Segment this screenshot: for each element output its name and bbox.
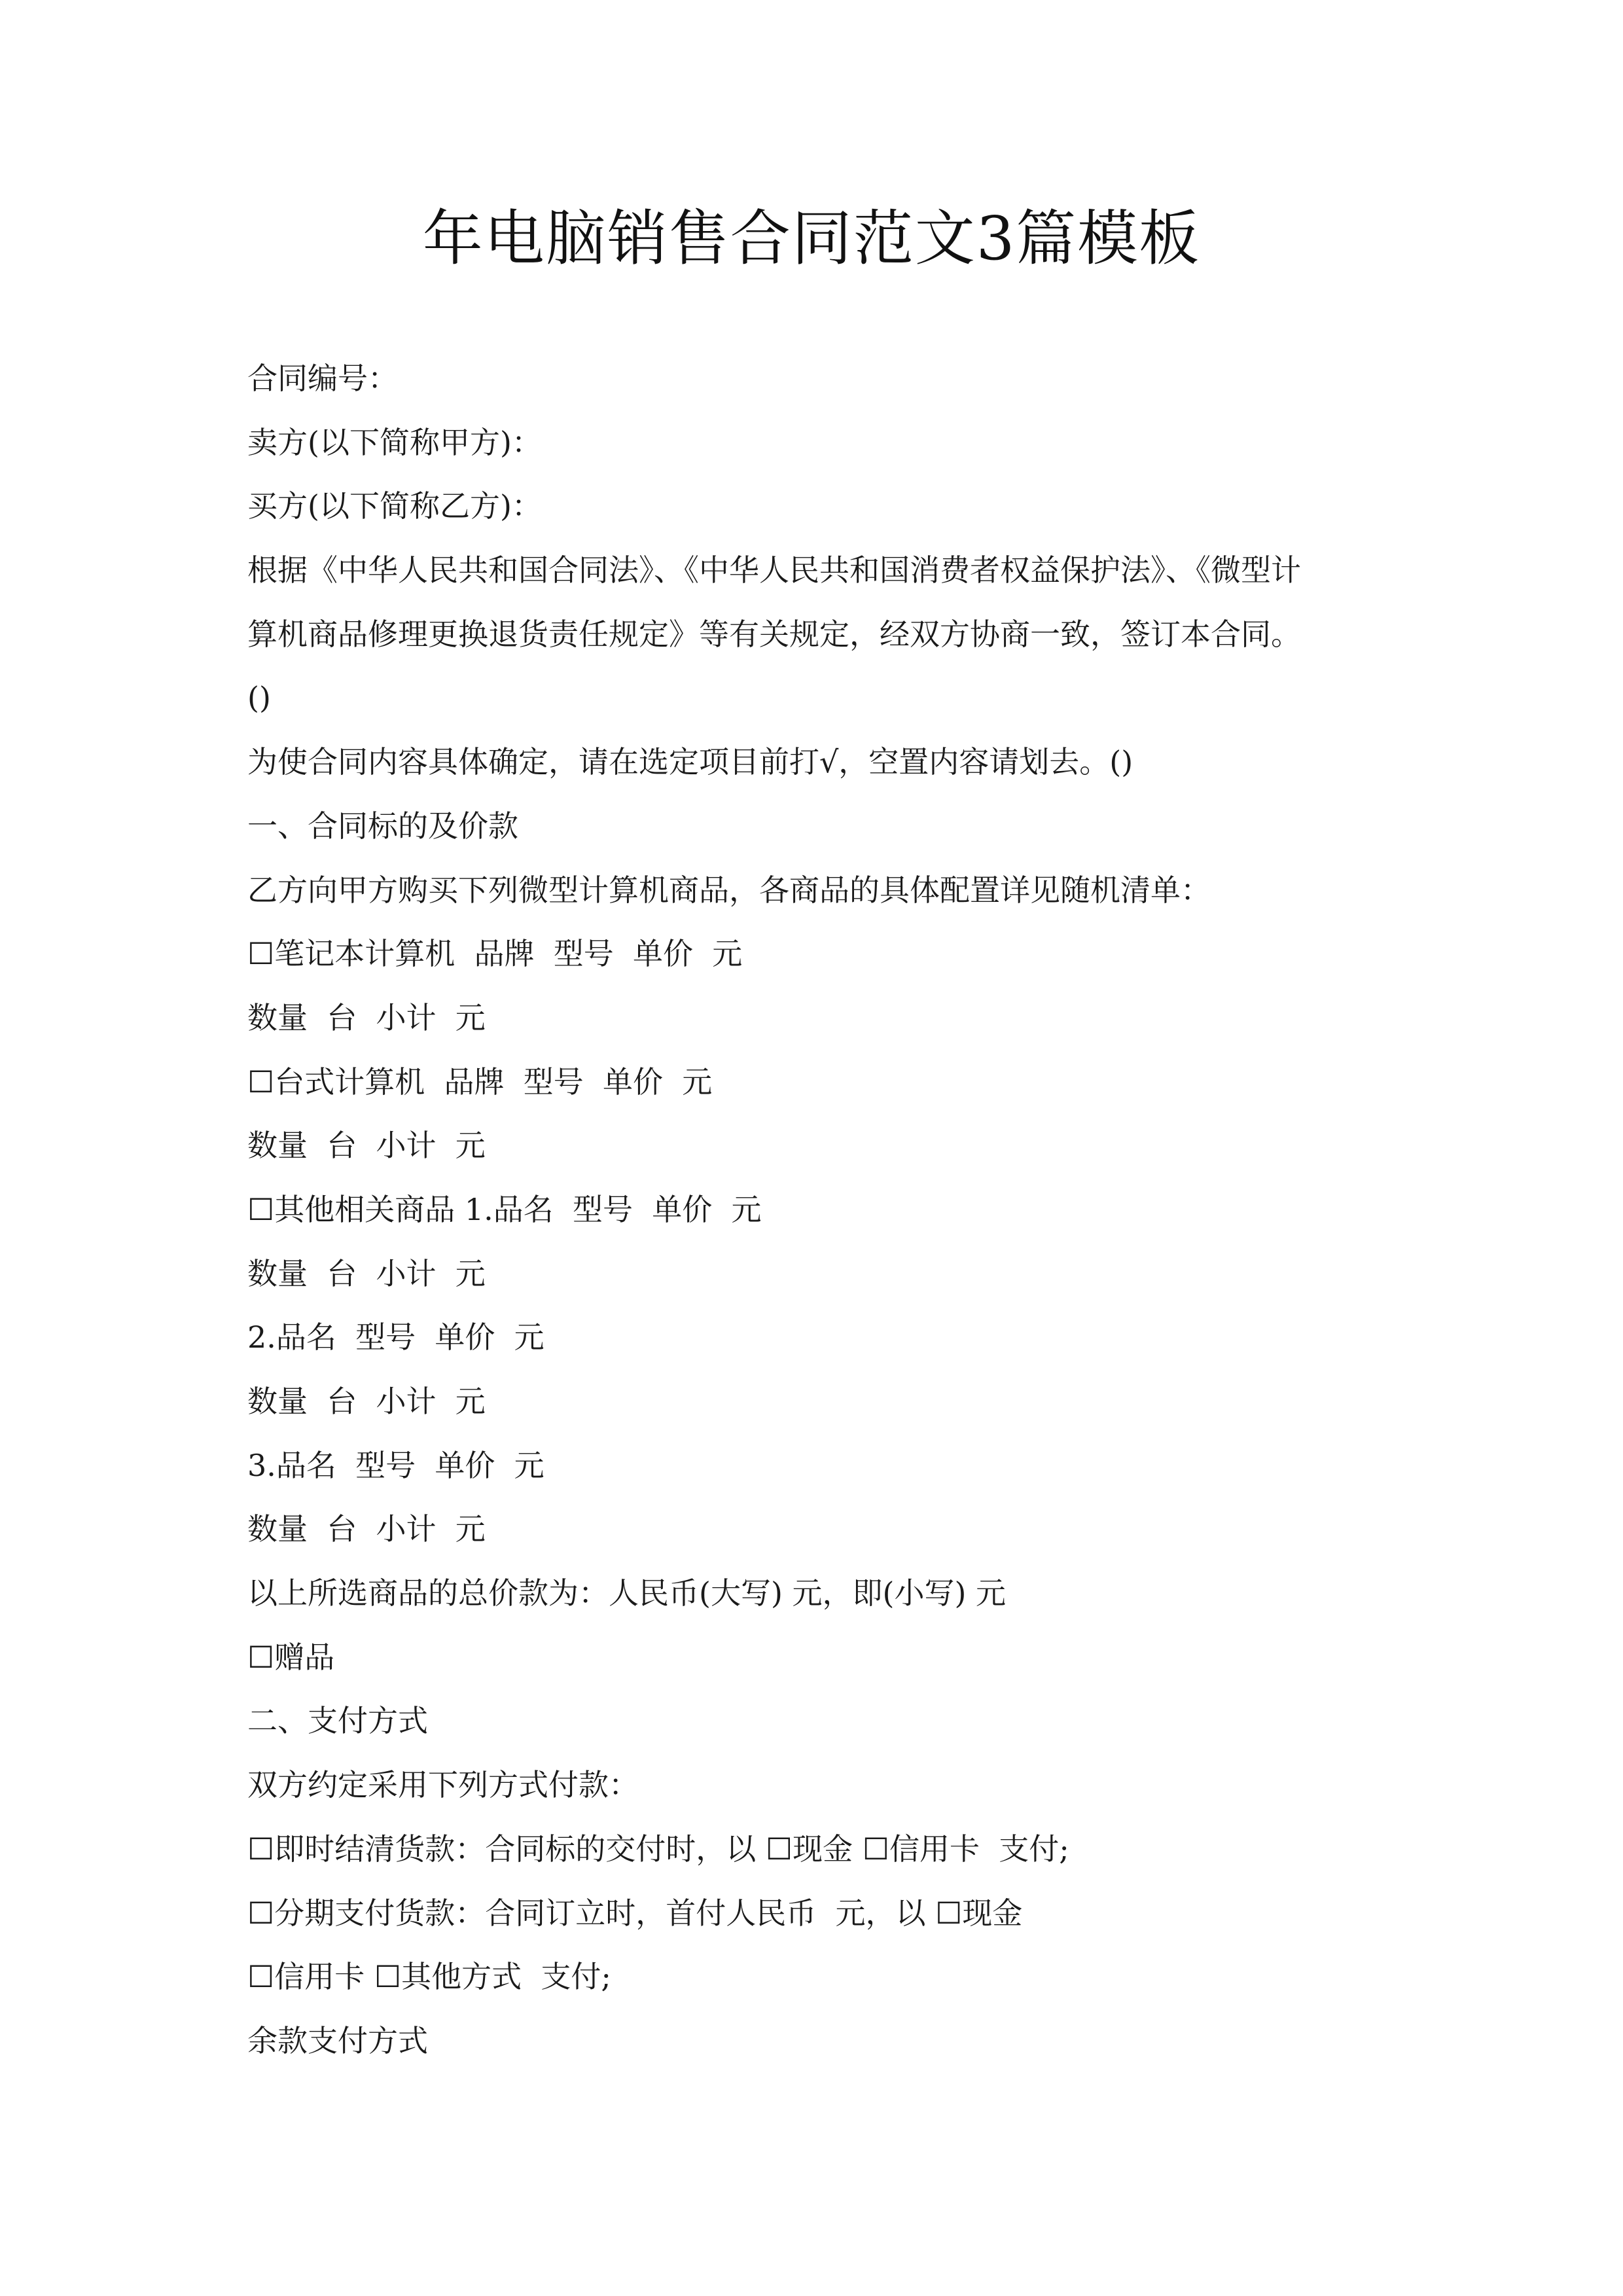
text-line: ☐其他相关商品 1.品名 型号 单价 元 — [247, 1191, 762, 1227]
text-line: 3.品名 型号 单价 元 — [247, 1447, 544, 1483]
text-line: 数量 台 小计 元 — [247, 1511, 486, 1547]
text-line: 乙方向甲方购买下列微型计算机商品，各商品的具体配置详见随机清单： — [247, 872, 1211, 908]
text-line: 买方(以下简称乙方)： — [247, 488, 542, 524]
document-body — [247, 347, 1425, 2073]
text-line: () — [247, 680, 271, 716]
text-line: ☐笔记本计算机 品牌 型号 单价 元 — [247, 936, 743, 972]
text-line: ☐即时结清货款：合同标的交付时，以 ☐现金 ☐信用卡 支付; — [247, 1831, 1069, 1867]
text-line: 数量 台 小计 元 — [247, 1384, 486, 1419]
text-line: 二、支付方式 — [247, 1703, 428, 1739]
text-line: ☐赠品 — [247, 1639, 335, 1675]
text-line: 以上所选商品的总价款为：人民币(大写) 元，即(小写) 元 — [247, 1575, 1007, 1611]
text-line: ☐分期支付货款：合同订立时，首付人民币 元，以 ☐现金 — [247, 1895, 1023, 1931]
text-line: 数量 台 小计 元 — [247, 1128, 486, 1164]
text-line: 卖方(以下简称甲方)： — [247, 424, 542, 460]
text-line: 数量 台 小计 元 — [247, 1255, 486, 1291]
text-line: 根据《中华人民共和国合同法》、《中华人民共和国消费者权益保护法》、《微型计 — [247, 552, 1301, 588]
text-line: 合同编号： — [247, 361, 398, 396]
text-line: 算机商品修理更换退货责任规定》等有关规定，经双方协商一致，签订本合同。 — [247, 616, 1301, 652]
text-line: ☐信用卡 ☐其他方式 支付; — [247, 1959, 611, 1995]
document-title: 年电脑销售合同范文3篇模板 — [422, 204, 1201, 274]
text-line: 为使合同内容具体确定，请在选定项目前打√，空置内容请划去。() — [247, 744, 1133, 780]
text-line: 数量 台 小计 元 — [247, 999, 486, 1035]
text-line: ☐台式计算机 品牌 型号 单价 元 — [247, 1064, 713, 1100]
text-line: 双方约定采用下列方式付款： — [247, 1767, 639, 1803]
text-line: 2.品名 型号 单价 元 — [247, 1319, 544, 1355]
text-line: 一、合同标的及价款 — [247, 808, 518, 844]
text-line: 余款支付方式 — [247, 2022, 428, 2058]
